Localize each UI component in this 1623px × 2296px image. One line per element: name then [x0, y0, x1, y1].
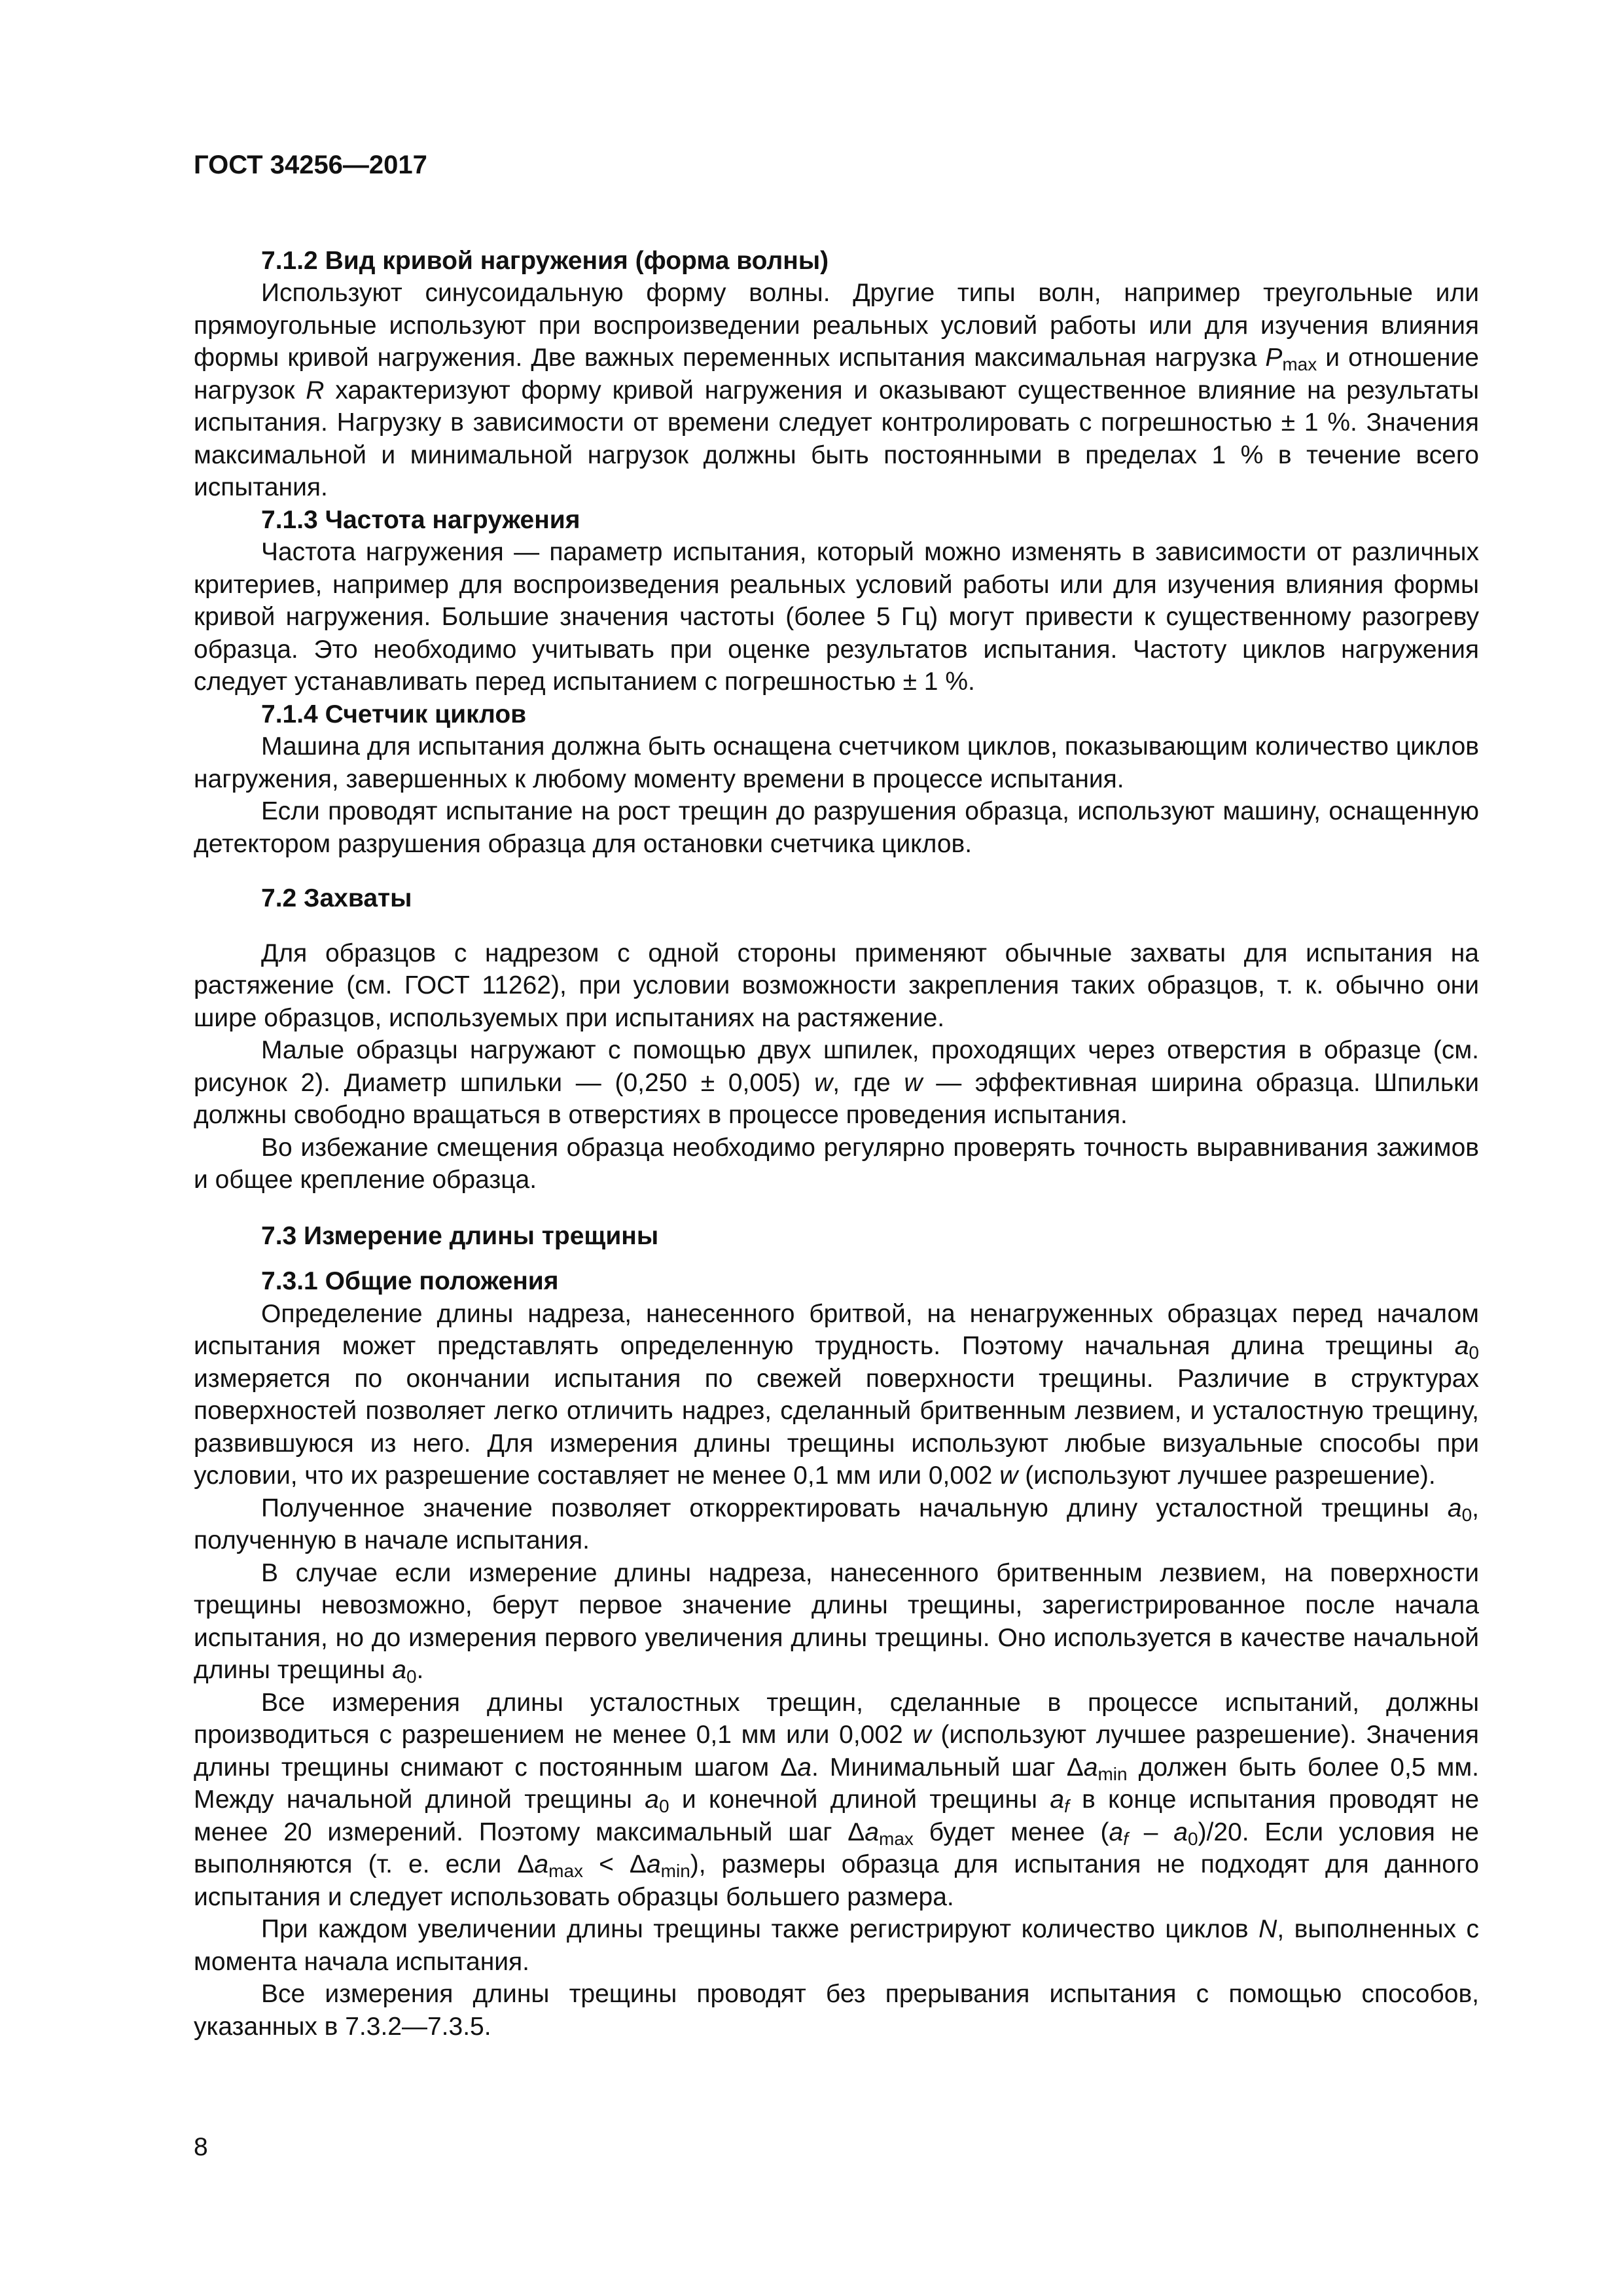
paragraph-7-1-2-1: Используют синусоидальную форму волны. Другие типы волн, например треугольные или прямоугольные используют при воспроизведении реальных условий работы или для изучения влияния формы кривой нагружения. Две важных переменных испытания максимальная нагрузка $P_{max}$ и отношение нагрузок R характеризуют форму кривой нагружения и оказывают существенное влияние на результаты испытания. Нагрузку в зависимости от времени следует контролировать с погрешностью ± 1 %. Значения максимальной и минимальной нагрузок должны быть постоянными в пределах 1 % в течение всего испытания. [194, 279, 1479, 501]
paragraph-7-3-1-3: В случае если измерение длины надреза, нанесенного бритвенным лезвием, на поверхности трещины невозможно, берут первое значение длины трещины, зарегистрированное после начала испытания, но до измерения первого увеличения длины трещины. Оно используется в качестве начальной длины трещины $a_0$. [194, 1558, 1479, 1687]
section-heading-7-2: 7.2 Захваты [261, 884, 412, 912]
paragraph-7-2-3: Во избежание смещения образца необходимо регулярно проверять точность выравнивания зажимов и общее крепление образца. [194, 1133, 1479, 1194]
section-heading-7-3: 7.3 Измерение длины трещины [261, 1221, 659, 1250]
document-header: ГОСТ 34256—2017 [194, 151, 427, 179]
paragraph-7-1-4-2: Если проводят испытание на рост трещин до разрушения образца, используют машину, оснащенную детектором разрушения образца для остановки счетчика циклов. [194, 797, 1479, 858]
paragraph-7-3-1-4: Все измерения длины усталостных трещин, сделанные в процессе испытаний, должны производиться с разрешением не менее 0,1 мм или 0,002 w (используют лучшее разрешение). Значения длины трещины снимают с постоянным шагом Δa. Минимальный шаг $\Delta a_{min}$ должен быть более 0,5 мм. Между начальной длиной трещины $a_0$ и конечной длиной трещины $a_f$ в конце испытания проводят не менее 20 измерений. Поэтому максимальный шаг $\Delta a_{max}$ будет менее $(a_f - a_0)/20$. Если условия не выполняются (т. е. если $\Delta a_{max} < \Delta a_{min}$), размеры образца для испытания не подходят для данного испытания и следует использовать образцы большего размера. [194, 1688, 1480, 1911]
paragraph-7-1-4-1: Машина для испытания должна быть оснащена счетчиком циклов, показывающим количество циклов нагружения, завершенных к любому моменту времени в процессе испытания. [194, 732, 1479, 793]
paragraph-7-3-1-5: При каждом увеличении длины трещины также регистрируют количество циклов N, выполненных с момента начала испытания. [194, 1915, 1479, 1976]
paragraph-7-1-3-1: Частота нагружения — параметр испытания, который можно изменять в зависимости от различных критериев, например для воспроизведения реальных условий работы или для изучения влияния формы кривой нагружения. Большие значения частоты (более 5 Гц) могут привести к существенному разогреву образца. Это необходимо учитывать при оценке результатов испытания. Частоту циклов нагружения следует устанавливать перед испытанием с погрешностью ± 1 %. [194, 538, 1479, 696]
section-heading-7-1-3: 7.1.3 Частота нагружения [261, 505, 580, 534]
paragraph-7-2-2: Малые образцы нагружают с помощью двух шпилек, проходящих через отверстия в образце (см. рисунок 2). Диаметр шпильки — (0,250 ± 0,005) w, где w — эффективная ширина образца. Шпильки должны свободно вращаться в отверстиях в процессе проведения испытания. [194, 1036, 1479, 1129]
paragraph-7-2-1: Для образцов с надрезом с одной стороны применяют обычные захваты для испытания на растяжение (см. ГОСТ 11262), при условии возможности закрепления таких образцов, т. к. обычно они шире образцов, используемых при испытаниях на растяжение. [194, 939, 1479, 1032]
section-heading-7-3-1: 7.3.1 Общие положения [261, 1267, 559, 1295]
paragraph-7-3-1-6: Все измерения длины трещины проводят без прерывания испытания с помощью способов, указанных в 7.3.2—7.3.5. [194, 1980, 1479, 2041]
paragraph-7-3-1-2: Полученное значение позволяет откорректировать начальную длину усталостной трещины $a_0$, полученную в начале испытания. [194, 1494, 1479, 1554]
page-number: 8 [194, 2133, 208, 2161]
section-heading-7-1-4: 7.1.4 Счетчик циклов [261, 700, 527, 728]
paragraph-7-3-1-1: Определение длины надреза, нанесенного бритвой, на ненагруженных образцах перед началом испытания может представлять определенную трудность. Поэтому начальная длина трещины $a_0$ измеряется по окончании испытания по свежей поверхности трещины. Различие в структурах поверхностей позволяет легко отличить надрез, сделанный бритвенным лезвием, и усталостную трещину, развившуюся из него. Для измерения длины трещины используют любые визуальные способы при условии, что их разрешение составляет не менее 0,1 мм или 0,002 w (используют лучшее разрешение). [194, 1299, 1479, 1490]
section-heading-7-1-2: 7.1.2 Вид кривой нагружения (форма волны) [261, 246, 829, 275]
